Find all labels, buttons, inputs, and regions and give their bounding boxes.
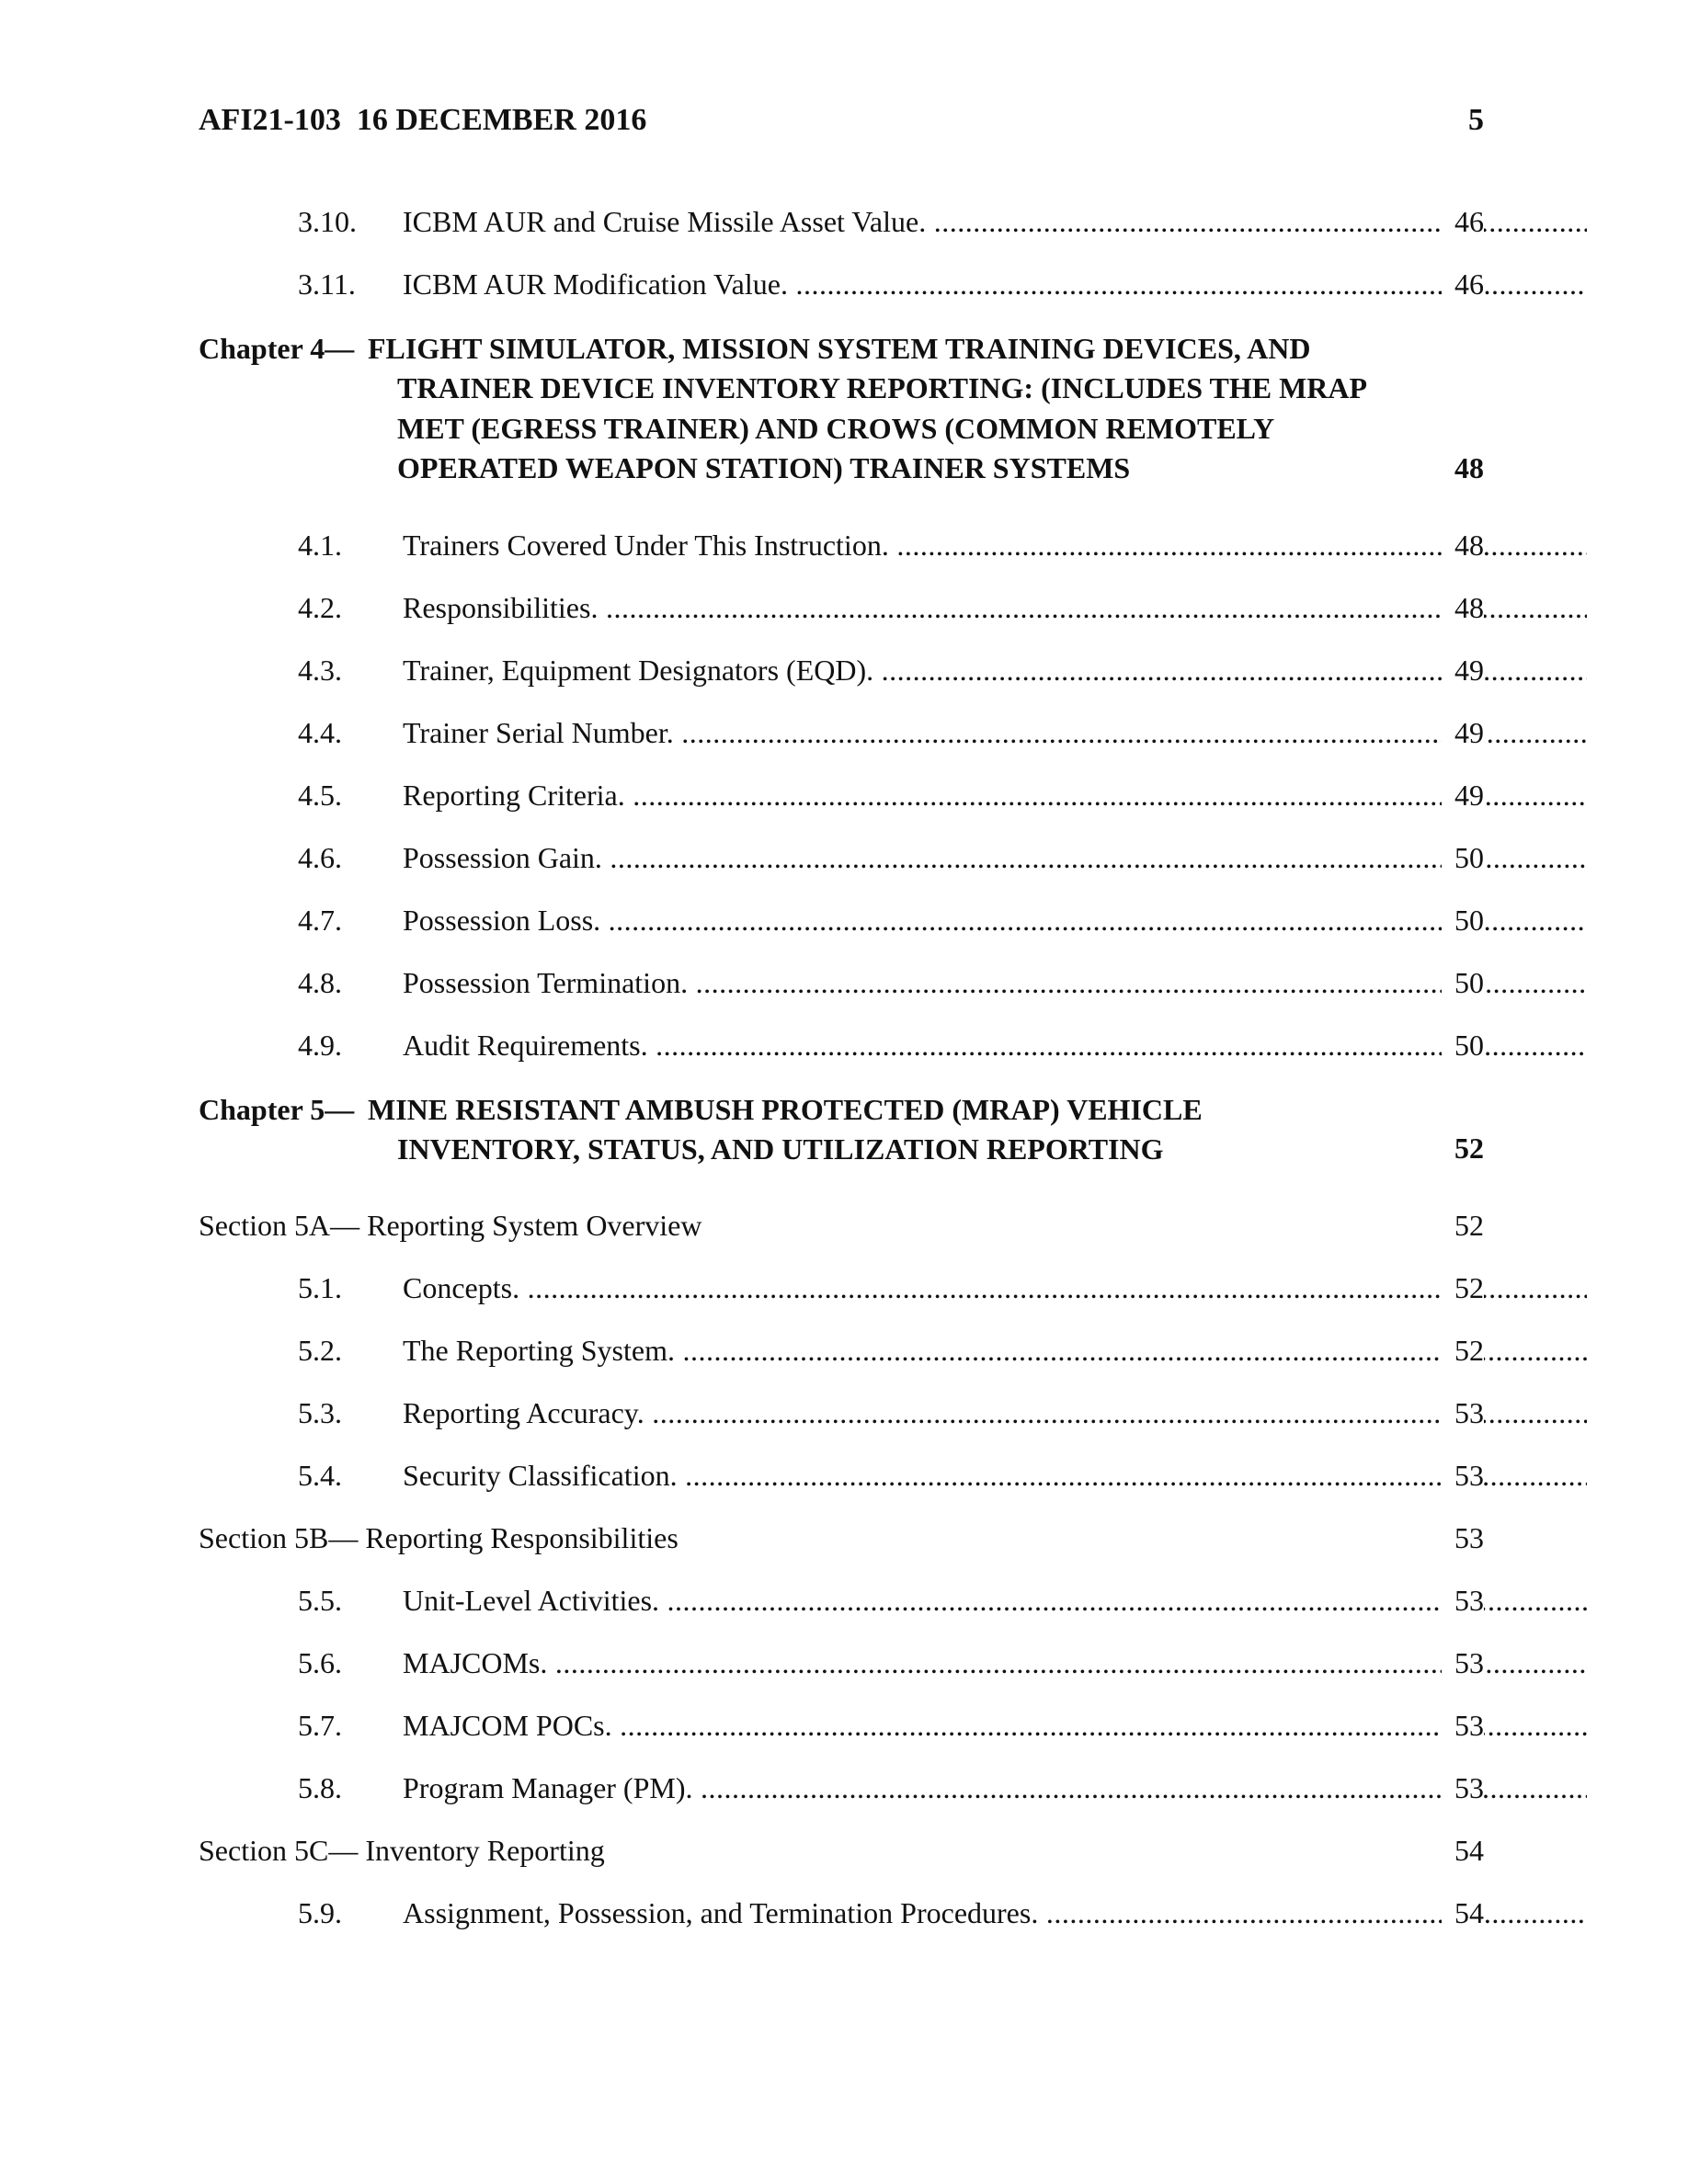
toc-entry-4-4[interactable] [199, 706, 1484, 768]
toc-entry-page: 53 [1442, 1456, 1484, 1495]
toc-entry-title: Possession Termination. [403, 966, 689, 999]
toc-entry-number: 3.11. [298, 267, 356, 301]
toc-entry-5-5[interactable] [199, 1574, 1484, 1636]
toc-chapter-5[interactable] [199, 1081, 1484, 1199]
toc-entry-title: Audit Requirements. [403, 1029, 648, 1062]
toc-entry-page: 49 [1442, 651, 1484, 689]
toc-chapter-4[interactable] [199, 320, 1484, 518]
toc-entry-page: 50 [1442, 901, 1484, 939]
toc-entry-number: 4.1. [298, 529, 342, 562]
toc-entry-5-7[interactable] [199, 1699, 1484, 1761]
toc-entry-number: 4.9. [298, 1029, 342, 1062]
toc-entry-page: 50 [1442, 838, 1484, 877]
toc-entry-page: 52 [1442, 1331, 1484, 1370]
toc-entry-number: 4.3. [298, 654, 342, 687]
toc-entry-number: 4.2. [298, 591, 342, 624]
toc-entry-number: 5.1. [298, 1271, 342, 1304]
toc-entry-page: 49 [1442, 713, 1484, 752]
page-header [199, 97, 1484, 143]
toc-entry-number: 5.5. [298, 1584, 342, 1617]
chapter-title-continuation: TRAINER DEVICE INVENTORY REPORTING: (INCLUDES THE MRAP MET (EGRESS TRAINER) AND CROWS (COMMON REMOTELY OPERATED WEAPON STATION) TRAINER SYSTEMS [397, 371, 1366, 484]
chapter-page: 48 [1454, 451, 1484, 484]
toc-entry-title: Program Manager (PM). [403, 1771, 693, 1804]
toc-entry-page: 53 [1442, 1581, 1484, 1620]
toc-entry-title: MAJCOM POCs. [403, 1709, 612, 1742]
toc-entry-5-1[interactable] [199, 1261, 1484, 1324]
toc-section-5a[interactable] [199, 1199, 1484, 1261]
section-label: Section 5A— Reporting System Overview [199, 1209, 702, 1242]
toc-entry-title: ICBM AUR Modification Value. [403, 267, 788, 301]
toc-entry-title: Reporting Criteria. [403, 779, 625, 812]
toc-entry-title: The Reporting System. [403, 1334, 675, 1367]
chapter-label: Chapter 5— [199, 1093, 355, 1126]
toc-entry-4-6[interactable] [199, 831, 1484, 893]
toc-entry-5-4[interactable] [199, 1449, 1484, 1511]
toc-entry-page: 53 [1442, 1706, 1484, 1745]
toc-entry-number: 4.5. [298, 779, 342, 812]
toc-entry-4-1[interactable] [199, 518, 1484, 581]
toc-entry-title: Responsibilities. [403, 591, 599, 624]
toc-entry-number: 5.4. [298, 1459, 342, 1492]
toc-entry-page: 53 [1442, 1769, 1484, 1807]
toc-entry-page: 53 [1442, 1644, 1484, 1682]
toc-entry-4-3[interactable] [199, 643, 1484, 706]
toc-entry-5-3[interactable] [199, 1386, 1484, 1449]
toc-entry-page: 50 [1442, 963, 1484, 1002]
section-label: Section 5C— Inventory Reporting [199, 1834, 605, 1867]
toc-section-5c[interactable] [199, 1824, 1484, 1886]
toc-entry-4-2[interactable] [199, 581, 1484, 643]
toc-entry-title: ICBM AUR and Cruise Missile Asset Value. [403, 205, 927, 238]
toc-entry-title: Trainers Covered Under This Instruction. [403, 529, 889, 562]
toc-entry-5-2[interactable] [199, 1324, 1484, 1386]
toc-entry-number: 4.7. [298, 904, 342, 937]
chapter-page: 52 [1454, 1132, 1484, 1165]
toc-entry-page: 52 [1442, 1268, 1484, 1307]
page-number: 5 [1468, 103, 1484, 137]
toc-entry-4-9[interactable] [199, 1018, 1484, 1081]
toc-entry-title: Security Classification. [403, 1459, 678, 1492]
toc-section-5b[interactable] [199, 1511, 1484, 1574]
document-id: AFI21-103 16 DECEMBER 2016 [199, 103, 647, 137]
toc-entry-title: MAJCOMs. [403, 1646, 548, 1679]
chapter-title-line: MINE RESISTANT AMBUSH PROTECTED (MRAP) VEHICLE [368, 1093, 1203, 1126]
chapter-title-line: FLIGHT SIMULATOR, MISSION SYSTEM TRAINING DEVICES, AND [368, 332, 1311, 365]
toc-entry-title: Reporting Accuracy. [403, 1396, 644, 1429]
table-of-contents [199, 195, 1484, 1949]
section-label: Section 5B— Reporting Responsibilities [199, 1521, 679, 1554]
toc-entry-5-6[interactable] [199, 1636, 1484, 1699]
section-page: 53 [1454, 1521, 1484, 1554]
toc-entry-4-7[interactable] [199, 893, 1484, 956]
section-page: 54 [1454, 1834, 1484, 1867]
toc-entry-page: 53 [1442, 1393, 1484, 1432]
toc-entry-number: 5.2. [298, 1334, 342, 1367]
toc-entry-5-9[interactable] [199, 1886, 1484, 1949]
chapter-label: Chapter 4— [199, 332, 355, 365]
toc-entry-number: 5.3. [298, 1396, 342, 1429]
toc-entry-5-8[interactable] [199, 1761, 1484, 1824]
toc-entry-number: 4.8. [298, 966, 342, 999]
toc-entry-title: Possession Gain. [403, 841, 602, 874]
toc-entry-page: 48 [1442, 588, 1484, 627]
toc-entry-3-11[interactable] [199, 257, 1484, 320]
toc-entry-title: Assignment, Possession, and Termination Procedures. [403, 1896, 1039, 1929]
toc-entry-number: 5.7. [298, 1709, 342, 1742]
toc-entry-page: 46 [1442, 202, 1484, 241]
toc-entry-4-8[interactable] [199, 956, 1484, 1018]
toc-entry-page: 49 [1442, 776, 1484, 814]
toc-entry-title: Concepts. [403, 1271, 520, 1304]
toc-entry-title: Trainer Serial Number. [403, 716, 674, 749]
toc-entry-number: 5.9. [298, 1896, 342, 1929]
chapter-title-continuation: INVENTORY, STATUS, AND UTILIZATION REPORTING [397, 1132, 1164, 1166]
toc-entry-number: 4.4. [298, 716, 342, 749]
toc-entry-number: 4.6. [298, 841, 342, 874]
toc-entry-page: 50 [1442, 1026, 1484, 1064]
toc-entry-title: Possession Loss. [403, 904, 601, 937]
toc-entry-page: 46 [1442, 265, 1484, 303]
toc-entry-title: Unit-Level Activities. [403, 1584, 660, 1617]
toc-entry-number: 5.6. [298, 1646, 342, 1679]
toc-entry-title: Trainer, Equipment Designators (EQD). [403, 654, 874, 687]
toc-entry-3-10[interactable] [199, 195, 1484, 257]
toc-entry-number: 3.10. [298, 205, 357, 238]
section-page: 52 [1454, 1209, 1484, 1242]
toc-entry-page: 54 [1442, 1894, 1484, 1932]
toc-entry-number: 5.8. [298, 1771, 342, 1804]
toc-entry-page: 48 [1442, 526, 1484, 564]
toc-entry-4-5[interactable] [199, 768, 1484, 831]
